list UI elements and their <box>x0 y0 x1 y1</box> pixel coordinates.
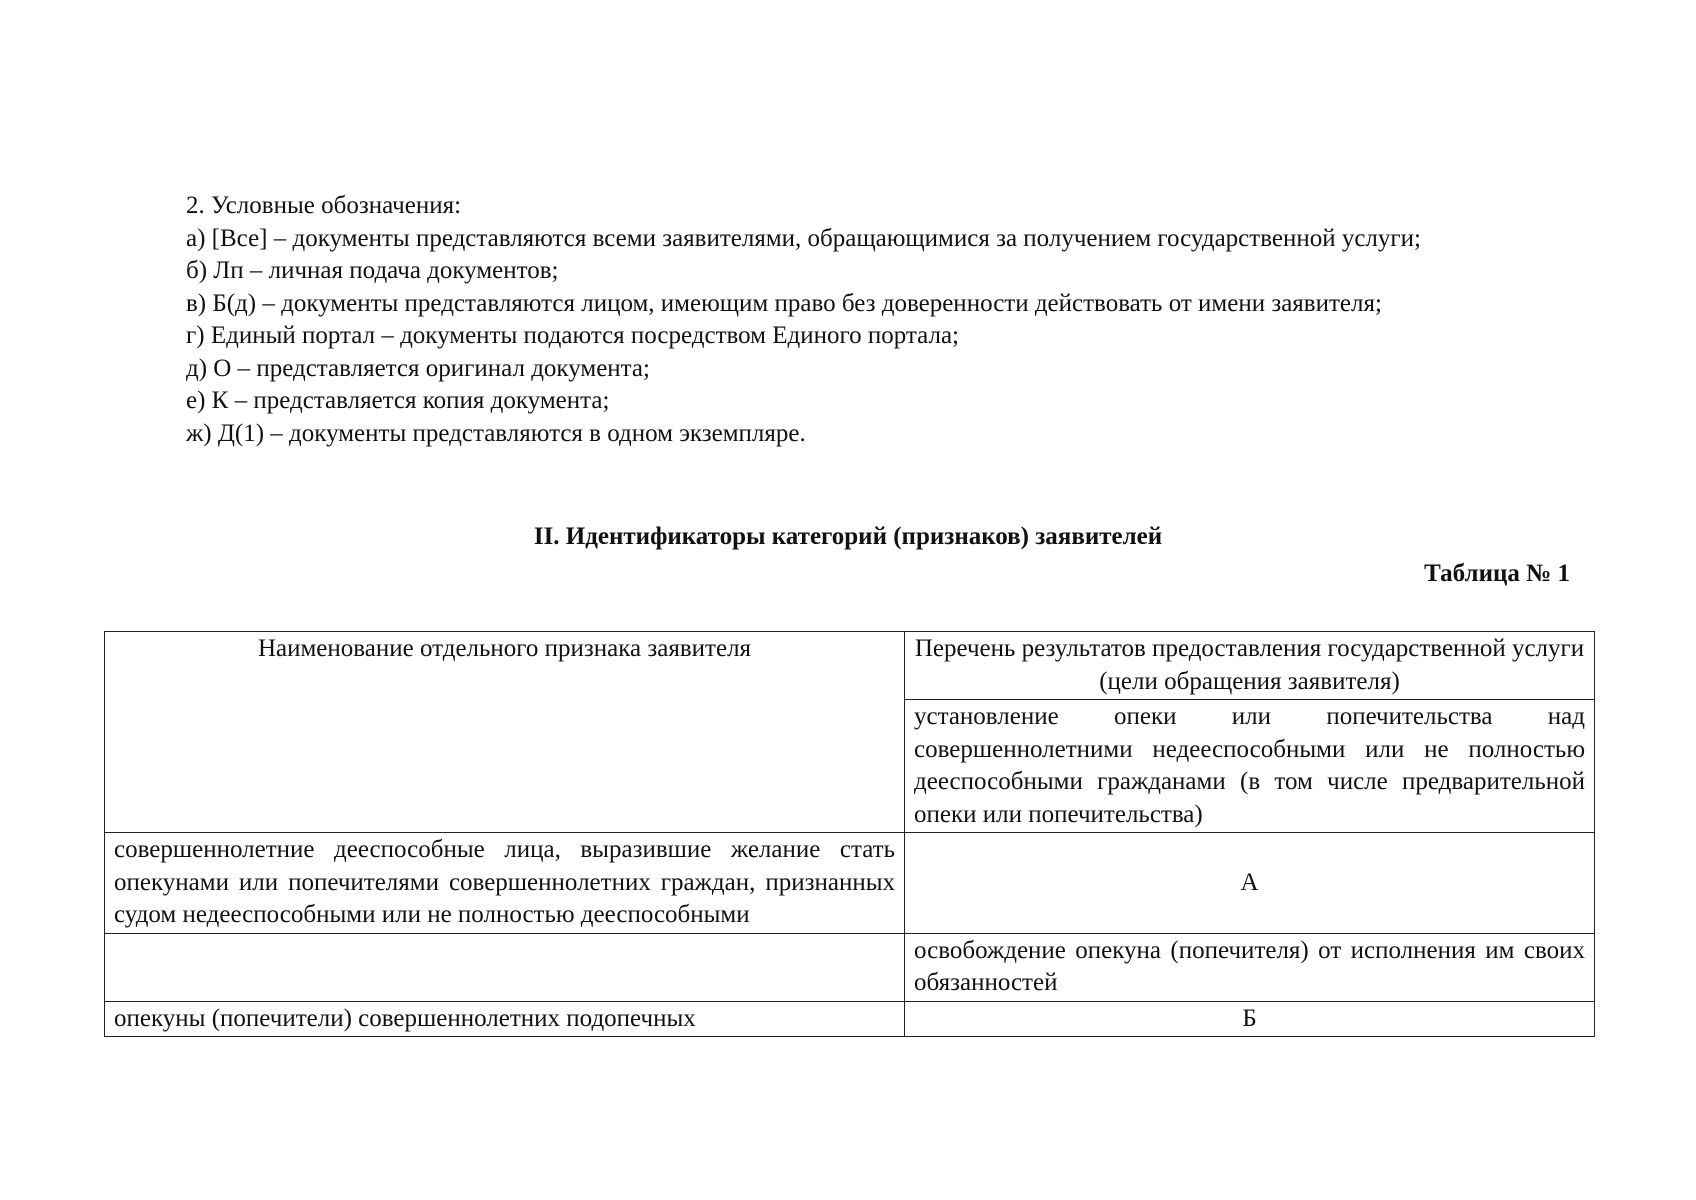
legend-notes <box>114 190 1591 450</box>
legend-item-v: в) Б(д) – документы представляются лицом, имеющим право без доверенности действовать от имени заявителя; <box>186 289 1382 317</box>
legend-item-a: а) [Все] – документы представляются всеми заявителями, обращающимися за получением государственной услуги; <box>186 224 1421 252</box>
applicant-identifiers-table <box>104 631 1595 1037</box>
feature-cell-empty <box>105 933 905 1001</box>
table-row <box>105 632 1595 700</box>
legend-item-g: г) Единый портал – документы подаются посредством Единого портала; <box>186 322 959 349</box>
legend-item-d: д) О – представляется оригинал документа; <box>186 354 650 382</box>
identifier-cell-b: Б <box>905 1001 1595 1037</box>
feature-cell-1: совершеннолетние дееспособные лица, выразившие желание стать опекунами или попечителями совершеннолетних граждан, признанных судом недееспособными или не полностью дееспособными <box>105 833 905 934</box>
table-row <box>105 933 1595 1001</box>
legend-item-zh: ж) Д(1) – документы представляются в одном экземпляре. <box>186 419 806 447</box>
table-row <box>105 1001 1595 1037</box>
goal-cell-1: установление опеки или попечительства над совершеннолетними недееспособными или не полностью дееспособными гражданами (в том числе предварительной опеки или попечительства) <box>905 700 1595 833</box>
identifier-cell-a: А <box>905 833 1595 934</box>
legend-heading: 2. Условные обозначения: <box>186 192 462 219</box>
header-feature-name: Наименование отдельного признака заявителя <box>105 632 905 833</box>
feature-cell-2: опекуны (попечители) совершеннолетних подопечных <box>105 1001 905 1037</box>
goal-cell-2: освобождение опекуна (попечителя) от исполнения им своих обязанностей <box>905 933 1595 1001</box>
table-caption: Таблица № 1 <box>1424 560 1570 587</box>
legend-item-e: е) К – представляется копия документа; <box>186 387 610 414</box>
section-title: II. Идентификаторы категорий (признаков) заявителей <box>533 523 1163 550</box>
legend-item-b: б) Лп – личная подача документов; <box>186 257 559 284</box>
table-row <box>105 833 1595 934</box>
header-results-list: Перечень результатов предоставления государственной услуги (цели обращения заявителя) <box>905 632 1595 700</box>
